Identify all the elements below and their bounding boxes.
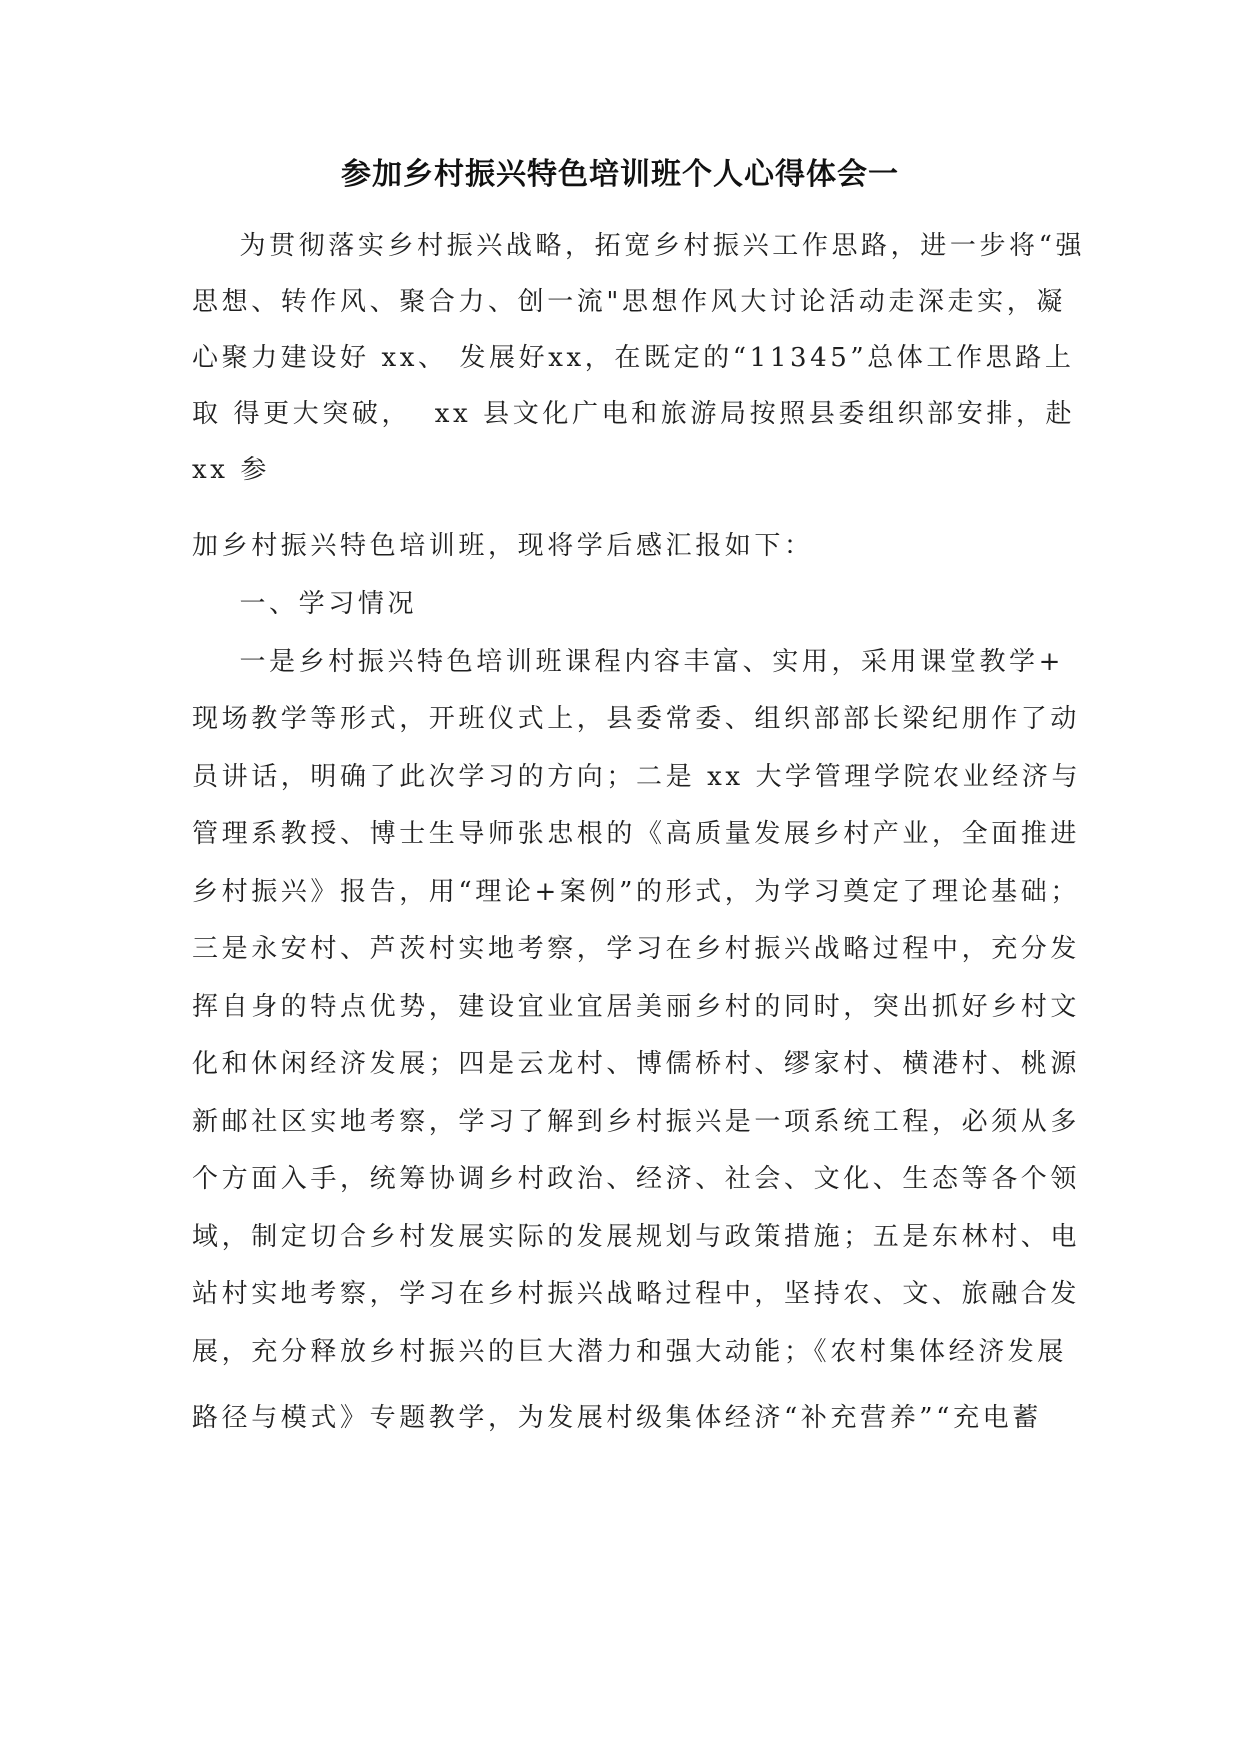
paragraph-line: 管理系教授、博士生导师张忠根的《高质量发展乡村产业，全面推进 [192,819,1081,849]
paragraph-line: 新邮社区实地考察，学习了解到乡村振兴是一项系统工程，必须从多 [192,1107,1081,1137]
paragraph-line: xx 参 [192,455,270,485]
paragraph-line: 一是乡村振兴特色培训班课程内容丰富、实用，采用课堂教学+ [192,647,1065,677]
paragraph-line: 三是永安村、芦茨村实地考察，学习在乡村振兴战略过程中，充分发 [192,934,1081,964]
paragraph-line: 站村实地考察，学习在乡村振兴战略过程中，坚持农、文、旅融合发 [192,1279,1081,1309]
paragraph-line: 思想、转作风、聚合力、创一流"思想作风大讨论活动走深走实，凝 [192,287,1066,317]
paragraph-line: 挥自身的特点优势，建设宜业宜居美丽乡村的同时，突出抓好乡村文 [192,992,1081,1022]
paragraph-line: 为贯彻落实乡村振兴战略，拓宽乡村振兴工作思路，进一步将“强 [192,231,1086,261]
paragraph-line: 现场教学等形式，开班仪式上，县委常委、组织部部长梁纪朋作了动 [192,704,1081,734]
paragraph-line: 个方面入手，统筹协调乡村政治、经济、社会、文化、生态等各个领 [192,1164,1081,1194]
paragraph-line: 展，充分释放乡村振兴的巨大潜力和强大动能；《农村集体经济发展 [192,1337,1068,1367]
paragraph-line: 化和休闲经济发展；四是云龙村、博儒桥村、缪家村、横港村、桃源 [192,1049,1081,1079]
paragraph-line: 域，制定切合乡村发展实际的发展规划与政策措施；五是东林村、电 [192,1222,1081,1252]
paragraph-line: 取 得更大突破， xx 县文化广电和旅游局按照县委组织部安排，赴 [192,399,1076,429]
document-title: 参加乡村振兴特色培训班个人心得体会一 [341,157,899,192]
paragraph-line: 心聚力建设好 xx、 发展好xx，在既定的“11345”总体工作思路上 [192,343,1075,373]
paragraph-line: 员讲话，明确了此次学习的方向；二是 xx 大学管理学院农业经济与 [192,762,1082,792]
section-heading: 一、学习情况 [192,589,418,619]
paragraph-line: 加乡村振兴特色培训班，现将学后感汇报如下： [192,531,814,561]
paragraph-line: 乡村振兴》报告，用“理论+案例”的形式，为学习奠定了理论基础； [192,877,1080,907]
paragraph-line: 路径与模式》专题教学，为发展村级集体经济“补充营养”“充电蓄 [192,1403,1042,1433]
